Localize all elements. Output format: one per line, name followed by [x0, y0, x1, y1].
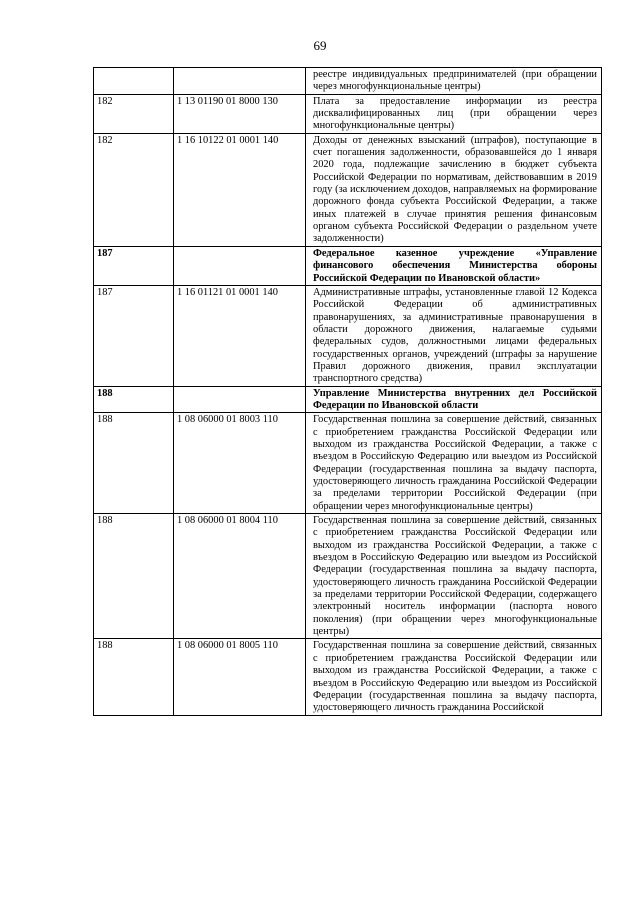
description-cell: реестре индивидуальных предпринимателей (при обращении через многофункциональные центры)	[306, 68, 602, 95]
admin-code-cell: 188	[94, 386, 174, 413]
table-row	[94, 386, 602, 413]
admin-code-cell: 188	[94, 639, 174, 715]
budget-revenue-table	[93, 67, 602, 716]
budget-code-cell: 1 08 06000 01 8003 110	[174, 413, 306, 514]
description-cell: Государственная пошлина за совершение действий, связанных с приобретением гражданства Российской Федерации или выходом из гражданства Российской Федерации, а также с въездом в Российскую Федерацию или выездом из Российской Федерации (государственная пошлина за выдачу паспорта, удостоверяющего личность гражданина Российской	[306, 639, 602, 715]
table-row	[94, 68, 602, 95]
page-number: 69	[313, 38, 327, 53]
description-cell: Государственная пошлина за совершение действий, связанных с приобретением гражданства Российской Федерации или выходом из гражданства Российской Федерации, а также с въездом в Российскую Федерацию или выездом из Российской Федерации (государственная пошлина за выдачу паспорта, удостоверяющего личность гражданина Российской Федерации за пределами территории Российской Федерации, содержащего электронный носитель информации (паспорта нового поколения) (при обращении через многофункциональные центры)	[306, 514, 602, 639]
admin-code-cell: 188	[94, 413, 174, 514]
budget-code-cell	[174, 246, 306, 285]
table-row	[94, 639, 602, 715]
budget-code-cell	[174, 386, 306, 413]
table-row	[94, 413, 602, 514]
table-row	[94, 514, 602, 639]
admin-code-cell: 187	[94, 246, 174, 285]
budget-code-cell: 1 13 01190 01 8000 130	[174, 94, 306, 133]
admin-code-cell	[94, 68, 174, 95]
admin-code-cell: 188	[94, 514, 174, 639]
description-cell: Административные штрафы, установленные главой 12 Кодекса Российской Федерации об административных правонарушениях, за административные правонарушения в области дорожного движения, налагаемые судьями федеральных судов, должностными лицами федеральных государственных органов, учреждений (штрафы за нарушение Правил дорожного движения, правил эксплуатации транспортного средства)	[306, 285, 602, 386]
admin-code-cell: 187	[94, 285, 174, 386]
table-row	[94, 285, 602, 386]
budget-code-cell: 1 08 06000 01 8005 110	[174, 639, 306, 715]
table-row	[94, 246, 602, 285]
table-row	[94, 133, 602, 246]
description-cell: Государственная пошлина за совершение действий, связанных с приобретением гражданства Российской Федерации или выходом из гражданства Российской Федерации, а также с въездом в Российскую Федерацию или выездом из Российской Федерации (государственная пошлина за выдачу паспорта, удостоверяющего личность гражданина Российской Федерации за пределами территории Российской Федерации (при обращении через многофункциональные центры)	[306, 413, 602, 514]
budget-code-cell: 1 16 01121 01 0001 140	[174, 285, 306, 386]
budget-code-cell	[174, 68, 306, 95]
budget-code-cell: 1 08 06000 01 8004 110	[174, 514, 306, 639]
admin-code-cell: 182	[94, 94, 174, 133]
description-cell: Плата за предоставление информации из реестра дисквалифицированных лиц (при обращении через многофункциональные центры)	[306, 94, 602, 133]
budget-code-cell: 1 16 10122 01 0001 140	[174, 133, 306, 246]
admin-code-cell: 182	[94, 133, 174, 246]
table-row	[94, 94, 602, 133]
description-cell: Федеральное казенное учреждение «Управление финансового обеспечения Министерства обороны Российской Федерации по Ивановской области»	[306, 246, 602, 285]
description-cell: Доходы от денежных взысканий (штрафов), поступающие в счет погашения задолженности, образовавшейся до 1 января 2020 года, подлежащие зачислению в бюджет субъекта Российской Федерации по нормативам, действовавшим в 2019 году (за исключением доходов, направляемых на формирование дорожного фонда субъекта Российской Федерации, а также иных платежей в случае принятия решения финансовым органом субъекта Российской Федерации о раздельном учете задолженности)	[306, 133, 602, 246]
description-cell: Управление Министерства внутренних дел Российской Федерации по Ивановской области	[306, 386, 602, 413]
